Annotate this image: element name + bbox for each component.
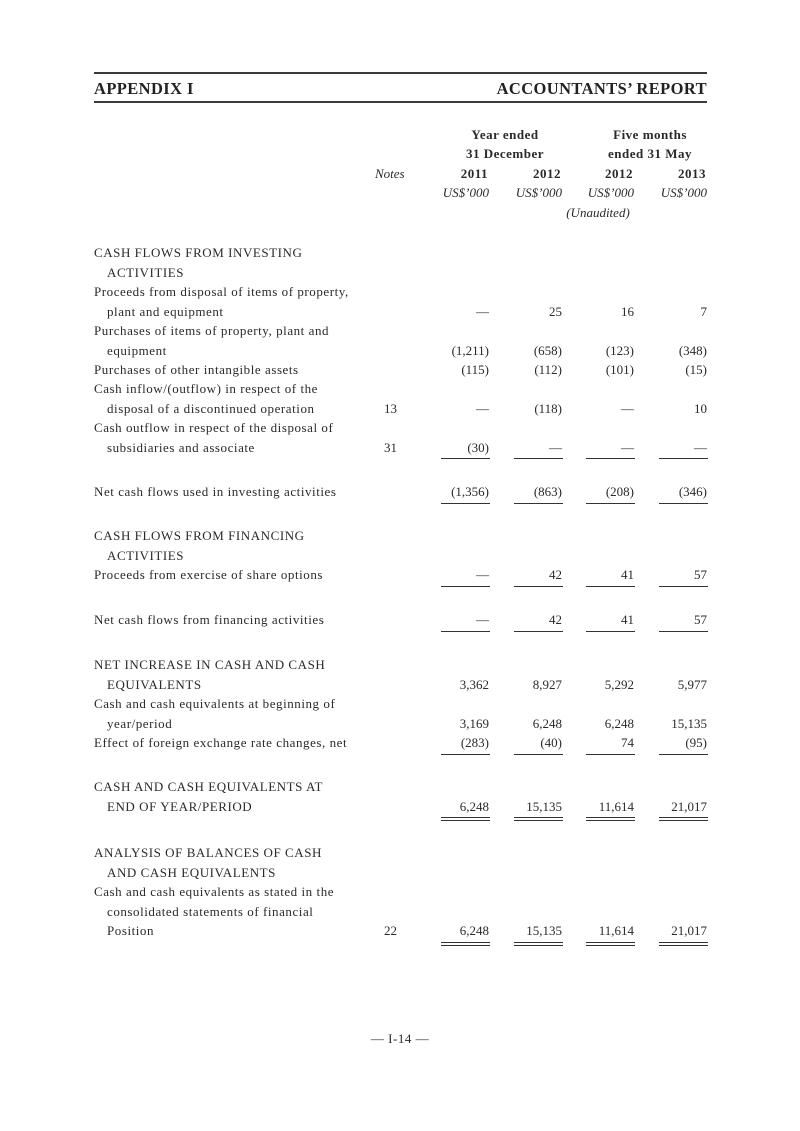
row-value-col2: 42 [549, 567, 562, 582]
row-value-col4: 10 [694, 400, 707, 416]
year-header-2: 2012 [533, 166, 561, 181]
header-top-rule [94, 72, 707, 74]
row-value-col3: 16 [621, 303, 634, 319]
row-value-col3: — [621, 439, 634, 455]
single-underline [659, 631, 708, 632]
table-row-line [94, 282, 709, 302]
single-underline [659, 458, 708, 459]
row-value-col1: 6,248 [459, 923, 489, 938]
row-value-col4: — [694, 439, 707, 455]
row-value-col4: 21,017 [671, 798, 707, 814]
table-row-line [94, 546, 709, 566]
year-header-3: 2012 [605, 166, 633, 181]
row-value-col1: (1,356) [451, 484, 489, 499]
row-value-col3: 74 [621, 735, 634, 750]
table-row-line [94, 418, 709, 438]
row-value-col3: 41 [621, 567, 634, 582]
row-value-col1: — [476, 400, 489, 416]
table-row-line [94, 882, 709, 902]
table-row-line [94, 302, 709, 322]
report-title: ACCOUNTANTS’ REPORT [496, 79, 707, 98]
row-label: ACTIVITIES [107, 264, 184, 280]
double-underline [659, 817, 708, 821]
single-underline [514, 586, 563, 587]
row-value-col4: (346) [678, 484, 707, 499]
single-underline [514, 458, 563, 459]
row-value-col3: 5,292 [604, 676, 634, 692]
single-underline [514, 503, 563, 504]
double-underline [586, 817, 635, 821]
row-label: Net cash flows from financing activities [94, 612, 325, 627]
col-group-five-months-line1: Five months [613, 127, 687, 142]
notes-column-header: Notes [375, 166, 405, 181]
row-label: ANALYSIS OF BALANCES OF CASH [94, 845, 322, 860]
row-value-col4: 57 [694, 612, 707, 627]
row-value-col4: (15) [685, 362, 707, 377]
row-label: subsidiaries and associate [107, 439, 255, 455]
row-label: END OF YEAR/PERIOD [107, 798, 253, 814]
row-value-col2: (118) [534, 400, 562, 416]
row-value-col2: (863) [533, 484, 562, 499]
row-label: CASH AND CASH EQUIVALENTS AT [94, 779, 323, 794]
row-label: Cash and cash equivalents as stated in the [94, 884, 335, 899]
row-value-col4: (95) [685, 735, 707, 750]
row-label: Cash inflow/(outflow) in respect of the [94, 381, 318, 396]
table-row-line [94, 902, 709, 922]
table-row-line [94, 694, 709, 714]
row-label: Cash outflow in respect of the disposal of [94, 420, 334, 435]
row-value-col3: 6,248 [604, 715, 634, 731]
row-note-ref: 31 [384, 439, 397, 455]
page-number: — I-14 — [370, 1031, 430, 1046]
single-underline [586, 754, 635, 755]
row-value-col1: 6,248 [459, 798, 489, 814]
row-label: Cash and cash equivalents at beginning of [94, 696, 336, 711]
table-row-line [94, 243, 709, 263]
row-value-col2: (658) [533, 342, 562, 358]
unit-header-4: US$’000 [660, 185, 707, 200]
col-group-year-ended-line1: Year ended [471, 127, 539, 142]
double-underline [441, 817, 490, 821]
single-underline [659, 586, 708, 587]
row-value-col3: 11,614 [598, 798, 634, 814]
row-label: year/period [107, 715, 173, 731]
row-value-col2: 8,927 [532, 676, 562, 692]
table-row-line [94, 263, 709, 283]
row-value-col3: 11,614 [598, 923, 634, 938]
row-value-col2: — [549, 439, 562, 455]
double-underline [659, 942, 708, 946]
table-row-line [94, 438, 709, 458]
row-value-col1: (30) [467, 439, 489, 455]
row-value-col4: 5,977 [677, 676, 707, 692]
table-row-line [94, 321, 709, 341]
row-value-col4: 21,017 [671, 923, 707, 938]
row-value-col1: 3,169 [459, 715, 489, 731]
table-row-line [94, 526, 709, 546]
row-label: consolidated statements of financial [107, 903, 314, 919]
row-value-col2: 42 [549, 612, 562, 627]
row-value-col2: (112) [534, 362, 562, 377]
row-value-col1: — [476, 303, 489, 319]
row-value-col4: (348) [678, 342, 707, 358]
single-underline [586, 503, 635, 504]
row-label: disposal of a discontinued operation [107, 400, 315, 416]
row-label: Position [107, 923, 155, 938]
single-underline [514, 754, 563, 755]
row-value-col3: (208) [605, 484, 634, 499]
row-value-col1: (115) [461, 362, 489, 377]
row-label: Proceeds from disposal of items of property, [94, 284, 349, 299]
single-underline [586, 631, 635, 632]
row-label: Proceeds from exercise of share options [94, 567, 324, 582]
row-value-col3: (123) [605, 342, 634, 358]
single-underline [441, 586, 490, 587]
unit-header-1: US$’000 [442, 185, 489, 200]
double-underline [586, 942, 635, 946]
row-value-col1: 3,362 [459, 676, 489, 692]
table-row-line [94, 863, 709, 883]
double-underline [441, 942, 490, 946]
row-value-col1: — [476, 567, 489, 582]
year-header-1: 2011 [460, 166, 488, 181]
row-label: equipment [107, 342, 167, 358]
row-label: EQUIVALENTS [107, 676, 202, 692]
single-underline [586, 458, 635, 459]
row-value-col4: 57 [694, 567, 707, 582]
table-row-line [94, 610, 709, 630]
row-value-col2: 6,248 [532, 715, 562, 731]
row-value-col2: 25 [549, 303, 562, 319]
double-underline [514, 817, 563, 821]
double-underline [514, 942, 563, 946]
appendix-title: APPENDIX I [94, 79, 194, 98]
row-label: CASH FLOWS FROM INVESTING [94, 245, 303, 260]
row-label: Effect of foreign exchange rate changes, net [94, 735, 348, 750]
row-value-col1: (1,211) [451, 342, 489, 358]
row-value-col3: — [621, 400, 634, 416]
row-label: plant and equipment [107, 303, 224, 319]
table-row-line [94, 843, 709, 863]
row-label: AND CASH EQUIVALENTS [107, 864, 276, 880]
single-underline [659, 503, 708, 504]
row-value-col3: (101) [605, 362, 634, 377]
row-value-col2: 15,135 [526, 798, 562, 814]
single-underline [441, 754, 490, 755]
row-value-col3: 41 [621, 612, 634, 627]
table-row-line [94, 379, 709, 399]
unit-header-3: US$’000 [587, 185, 634, 200]
row-label: CASH FLOWS FROM FINANCING [94, 528, 305, 543]
table-row-line [94, 733, 709, 753]
row-label: Net cash flows used in investing activities [94, 484, 337, 499]
row-label: Purchases of other intangible assets [94, 362, 299, 377]
row-value-col4: 7 [700, 303, 707, 319]
single-underline [441, 631, 490, 632]
col-group-year-ended-line2: 31 December [465, 146, 545, 161]
table-row-line [94, 655, 709, 675]
row-value-col1: — [476, 612, 489, 627]
row-label: NET INCREASE IN CASH AND CASH [94, 657, 326, 672]
row-note-ref: 22 [384, 923, 397, 938]
row-value-col1: (283) [460, 735, 489, 750]
row-value-col2: 15,135 [526, 923, 562, 938]
year-header-4: 2013 [678, 166, 706, 181]
row-value-col2: (40) [540, 735, 562, 750]
table-row-line [94, 777, 709, 797]
row-label: Purchases of items of property, plant and [94, 323, 330, 338]
row-value-col4: 15,135 [671, 715, 707, 731]
table-row-line [94, 565, 709, 585]
single-underline [514, 631, 563, 632]
table-row-line [94, 399, 709, 419]
col-group-five-months-line2: ended 31 May [608, 146, 692, 161]
row-note-ref: 13 [384, 400, 397, 416]
single-underline [441, 458, 490, 459]
unit-header-2: US$’000 [515, 185, 562, 200]
single-underline [659, 754, 708, 755]
single-underline [441, 503, 490, 504]
single-underline [586, 586, 635, 587]
header-bottom-rule [94, 101, 707, 103]
row-label: ACTIVITIES [107, 547, 184, 563]
unaudited-label: (Unaudited) [566, 205, 630, 220]
